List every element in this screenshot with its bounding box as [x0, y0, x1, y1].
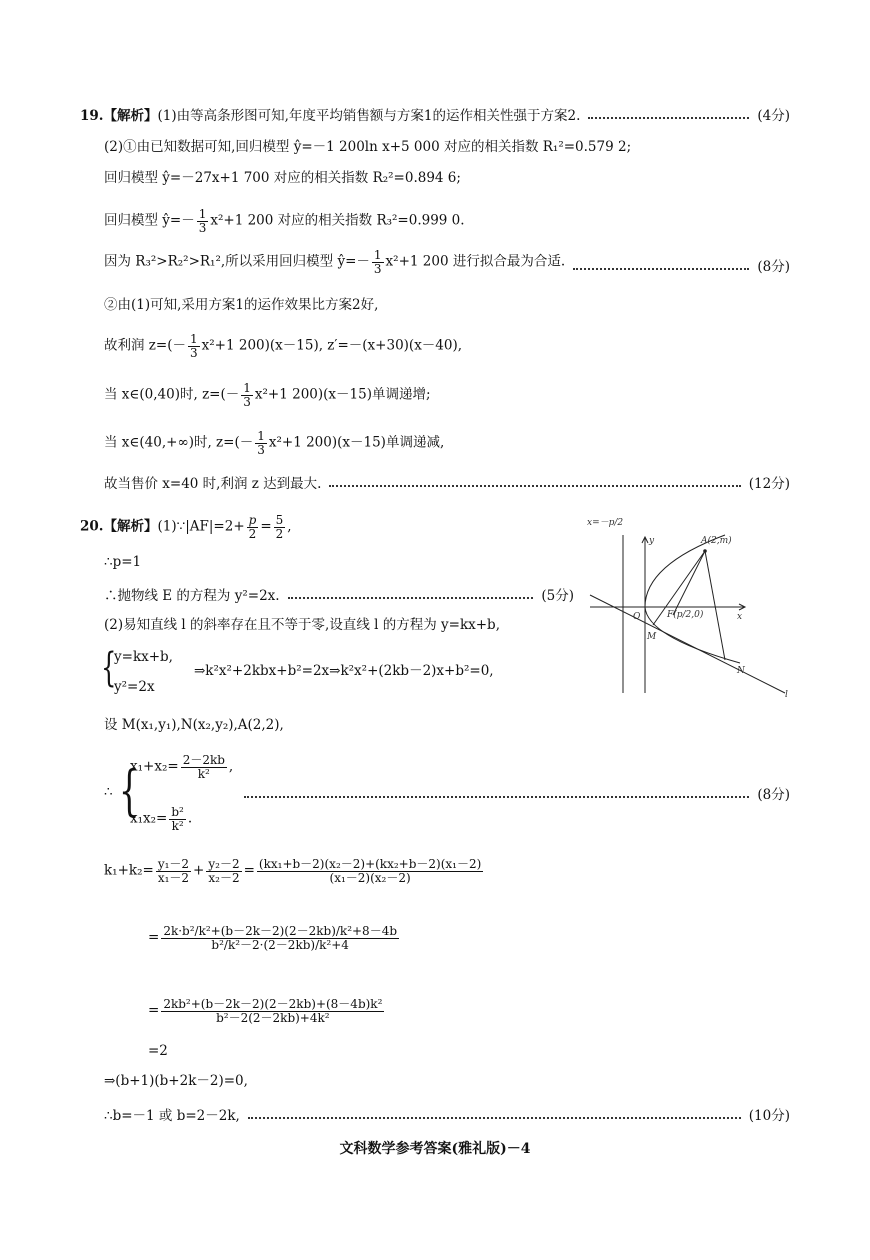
sys1-top: y=kx+b,	[114, 649, 173, 665]
x-axis-label: x	[737, 612, 743, 622]
frac-den: 3	[373, 261, 382, 276]
parabola-curve	[645, 535, 743, 663]
y-axis-label: y	[649, 536, 655, 546]
frac-num: 5	[275, 513, 284, 527]
step4-line: =2	[148, 1043, 168, 1059]
sys1-right: ⇒k²x²+2kbx+b²=2x⇒k²x²+(2kb－2)x+b²=0,	[194, 663, 494, 679]
point-m-label: M	[647, 632, 657, 642]
q19-text-7a: 故利润 z=	[104, 337, 168, 354]
q20-number: 20.	[80, 518, 104, 535]
frac-num: 1	[190, 332, 198, 346]
frac-den: x₁－2	[157, 870, 190, 885]
left-brace: {	[101, 645, 117, 691]
left-brace: {	[118, 759, 140, 822]
score-label: (4分)	[757, 108, 790, 124]
frac-den: 3	[243, 394, 251, 409]
q19-number: 19.	[80, 108, 104, 124]
frac-den: (x₁－2)(x₂－2)	[329, 870, 411, 885]
q20-text-6: ⇒(b+1)(b+2k－2)=0,	[104, 1073, 248, 1089]
sys2-bot-a: x₁x₂=	[130, 810, 168, 827]
frac-den: k²	[171, 818, 184, 833]
q20-line-3	[104, 584, 574, 604]
q20-text-7: ∴b=－1 或 b=2－2k,	[104, 1108, 240, 1124]
frac-den: b²－2(2－2kb)+4k²	[216, 1010, 330, 1025]
frac-num: 1	[257, 429, 265, 443]
frac-num: 1	[198, 207, 207, 221]
frac-num: y₂－2	[208, 857, 240, 871]
leader-dots	[288, 596, 534, 599]
parabola-figure	[585, 515, 795, 705]
segment-af	[673, 551, 705, 615]
fraction	[206, 858, 241, 884]
q19-text-1: (1)由等高条形图可知,年度平均销售额与方案1的运作相关性强于方案2.	[157, 108, 581, 124]
score-label: (8分)	[757, 787, 790, 803]
q19-text-7b: (－	[167, 337, 186, 354]
q19-text-9b: x²+1 200)(x－15)单调递减,	[268, 434, 445, 451]
sys2-top	[130, 754, 233, 780]
sys2-bot-b: .	[187, 810, 193, 827]
frac-num: y₁－2	[157, 857, 190, 871]
step2-line	[148, 925, 401, 951]
sys2-score-row	[244, 783, 790, 803]
q20-text-2: ∴p=1	[104, 554, 142, 570]
q19-text-8a: 当 x∈(0,40)时, z=(－	[104, 386, 240, 403]
fraction	[255, 430, 267, 456]
q20-text-1c: ,	[287, 518, 292, 535]
k-sum-line	[104, 858, 485, 884]
fraction	[372, 249, 384, 275]
q20-text-5: 设 M(x₁,y₁),N(x₂,y₂),A(2,2),	[104, 717, 284, 733]
q20-line-1	[80, 514, 292, 540]
frac-num: 2kb²+(b－2k－2)(2－2kb)+(8－4b)k²	[163, 997, 383, 1011]
k-lhs: k₁+k₂	[104, 862, 143, 879]
point-a-dot	[703, 549, 707, 553]
frac-den: 3	[257, 442, 265, 457]
q20-line-7	[104, 1104, 790, 1124]
sys2-lead: ∴	[104, 784, 113, 800]
fraction	[161, 998, 384, 1024]
q20-text-4: (2)易知直线 l 的斜率存在且不等于零,设直线 l 的方程为 y=kx+b,	[104, 617, 500, 633]
frac-num: 2k·b²/k²+(b－2k－2)(2－2kb)/k²+8－4b	[163, 924, 398, 938]
q19-text-4b: x²+1 200 对应的相关指数 R₃²=0.999 0.	[210, 212, 465, 229]
q19-text-3: 回归模型 ŷ=－27x+1 700 对应的相关指数 R₂²=0.894 6;	[104, 170, 461, 186]
fraction	[274, 514, 286, 540]
frac-den: x₂－2	[208, 870, 240, 885]
directrix-label: x=－p/2	[587, 518, 624, 528]
sys2-top-b: ,	[228, 758, 234, 775]
frac-num: b²	[171, 805, 184, 819]
sys2-bottom	[130, 806, 192, 832]
q20-text-1a: (1)∵|AF|=2+	[157, 518, 245, 535]
equals: =	[142, 862, 154, 879]
leader-dots	[244, 795, 749, 798]
fraction	[241, 382, 253, 408]
q19-text-8	[104, 382, 431, 408]
plus: +	[193, 862, 205, 879]
q19-line-1	[80, 104, 790, 124]
fraction	[197, 208, 209, 234]
frac-den: 2	[248, 526, 257, 541]
q19-text-6: ②由(1)可知,采用方案1的运作效果比方案2好,	[104, 297, 379, 313]
leader-dots	[329, 484, 740, 487]
step3-line	[148, 998, 386, 1024]
point-a-label: A(2,m)	[701, 536, 732, 546]
q20-tag: 【解析】	[103, 518, 158, 535]
q19-line-5	[104, 249, 790, 275]
fraction	[181, 754, 227, 780]
fraction	[247, 514, 259, 540]
q19-text-7	[104, 333, 462, 359]
fraction	[169, 806, 186, 832]
fraction	[156, 858, 191, 884]
leader-dots	[248, 1116, 741, 1119]
sys2-top-a: x₁+x₂=	[130, 758, 179, 775]
score-label: (10分)	[748, 1108, 790, 1124]
fraction	[257, 858, 483, 884]
q19-text-4	[104, 208, 465, 234]
frac-den: k²	[197, 766, 210, 781]
q19-line-10	[104, 472, 790, 492]
q19-text-5a: 因为 R₃²>R₂²>R₁²,所以采用回归模型 ŷ=－	[104, 253, 370, 270]
frac-den: b²/k²－2·(2－2kb)/k²+4	[211, 937, 349, 952]
equals: =	[243, 862, 255, 879]
frac-num: (kx₁+b－2)(x₂－2)+(kx₂+b－2)(x₁－2)	[258, 857, 482, 871]
score-label: (5分)	[541, 588, 574, 604]
origin-label: O	[633, 612, 641, 622]
q19-text-7c: x²+1 200)(x－15), z′=－(x+30)(x－40),	[201, 337, 463, 354]
frac-den: 3	[198, 220, 207, 235]
line-l-label: l	[785, 690, 788, 700]
leader-dots	[588, 116, 749, 119]
fraction	[188, 333, 200, 359]
q19-text-9a: 当 x∈(40,+∞)时, z=(－	[104, 434, 254, 451]
frac-den: 2	[275, 526, 284, 541]
frac-num: p	[248, 513, 257, 527]
q20-text-1b: =	[260, 518, 272, 535]
frac-num: 2－2kb	[182, 753, 225, 767]
q19-text-5b: x²+1 200 进行拟合最为合适.	[385, 253, 566, 270]
frac-den: 3	[190, 345, 198, 360]
point-n-label: N	[737, 666, 745, 676]
equals: =	[148, 929, 160, 946]
equals: =	[148, 1002, 160, 1019]
segment-an	[705, 551, 725, 660]
q19-text-8b: x²+1 200)(x－15)单调递增;	[254, 386, 431, 403]
fraction	[161, 925, 399, 951]
sys1-bottom: y²=2x	[114, 679, 155, 695]
q20-text-3: ∴抛物线 E 的方程为 y²=2x.	[104, 588, 280, 604]
q19-text-9	[104, 430, 444, 456]
q19-text-4a: 回归模型 ŷ=－	[104, 212, 195, 229]
page-footer: 文科数学参考答案(雅礼版)－4	[339, 1141, 531, 1157]
frac-num: 1	[373, 248, 382, 262]
leader-dots	[573, 267, 749, 270]
q19-text-2: (2)①由已知数据可知,回归模型 ŷ=－1 200ln x+5 000 对应的相关指数 R₁²=0.579 2;	[104, 139, 632, 155]
point-f-label: F(p/2,0)	[667, 610, 704, 620]
q19-text-10: 故当售价 x=40 时,利润 z 达到最大.	[104, 476, 322, 492]
q19-tag: 【解析】	[103, 108, 158, 124]
frac-num: 1	[243, 381, 251, 395]
score-label: (12分)	[748, 476, 790, 492]
score-label: (8分)	[757, 259, 790, 276]
